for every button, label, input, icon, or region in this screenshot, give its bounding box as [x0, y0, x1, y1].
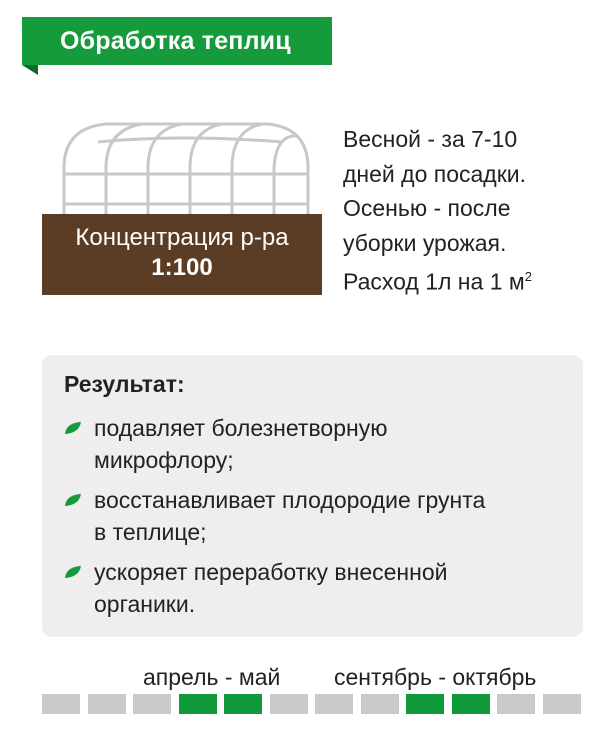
tag-fold [22, 65, 38, 75]
instruction-line: уборки урожая. [343, 229, 507, 256]
consumption-superscript: 2 [524, 269, 532, 284]
result-item-line: в теплице; [94, 519, 207, 545]
month-cell [543, 694, 581, 714]
result-item [64, 412, 574, 476]
months-bar [42, 694, 576, 714]
leaf-icon [64, 421, 82, 435]
leaf-icon [64, 565, 82, 579]
result-item-line: микрофлору; [94, 447, 234, 473]
result-item-line: подавляет болезнетворную [94, 415, 388, 441]
month-cell-active [406, 694, 444, 714]
month-cell-active [179, 694, 217, 714]
month-cell-active [224, 694, 262, 714]
month-cell [315, 694, 353, 714]
month-cell [270, 694, 308, 714]
concentration-value: 1:100 [151, 254, 213, 281]
month-cell [361, 694, 399, 714]
consumption-line [343, 260, 583, 299]
month-cell [133, 694, 171, 714]
result-item-line: ускоряет переработку внесенной [94, 559, 448, 585]
instruction-line: Весной - за 7-10 [343, 126, 518, 152]
concentration-box [42, 214, 322, 295]
result-item-line: восстанавливает плодородие грунта [94, 487, 486, 513]
instruction-line: Осенью - после [343, 195, 511, 221]
leaf-icon [64, 493, 82, 507]
month-cell [497, 694, 535, 714]
header-tag [22, 17, 332, 65]
concentration-label: Концентрация р-ра [75, 224, 289, 251]
result-title: Результат: [64, 371, 185, 397]
month-cell [88, 694, 126, 714]
consumption-text: Расход 1л на 1 м [343, 268, 525, 295]
autumn-months-label: сентябрь - октябрь [334, 664, 537, 690]
instruction-line: дней до посадки. [343, 160, 527, 187]
page-title: Обработка теплиц [60, 27, 291, 55]
month-cell-active [452, 694, 490, 714]
result-item-line: органики. [94, 591, 196, 617]
month-cell [42, 694, 80, 714]
spring-months-label: апрель - май [143, 664, 281, 690]
result-list [64, 412, 574, 628]
instructions-text [343, 122, 583, 299]
result-item [64, 484, 574, 548]
result-panel [42, 355, 583, 637]
result-item [64, 556, 574, 620]
